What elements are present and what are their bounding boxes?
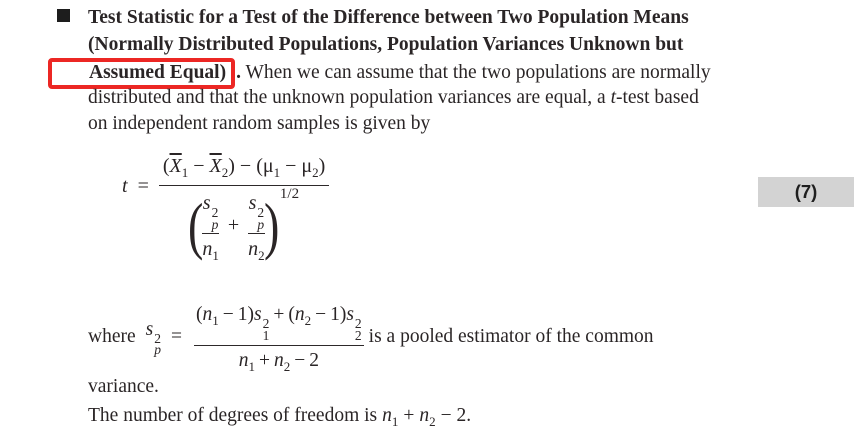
math-token: 2	[258, 248, 265, 263]
degrees-of-freedom-line	[88, 405, 471, 427]
minus-sign: −	[193, 155, 205, 177]
math-token: 2	[154, 330, 161, 346]
inner-numerator	[249, 190, 265, 233]
body-text: is a pooled estimator of the common	[368, 326, 654, 347]
minus-sign: −	[285, 155, 297, 177]
body-text: When we can assume that the two populations are normally	[240, 62, 711, 83]
sup-sub-stack	[355, 318, 362, 341]
sup-sub-stack	[263, 318, 270, 341]
var-n2: n	[248, 238, 259, 260]
body-text: -test based	[615, 86, 699, 108]
var-n1: n	[202, 304, 213, 325]
math-token: 2	[354, 327, 362, 343]
math-token: 1	[262, 327, 270, 343]
inner-fraction-2	[248, 190, 265, 261]
heading-line-2: (Normally Distributed Populations, Population Variances Unknown but	[88, 33, 684, 55]
math-token: p	[154, 342, 161, 357]
body-line-5: on independent random samples is given by	[88, 113, 431, 134]
definition-heading	[88, 5, 711, 138]
math-token: (	[195, 304, 203, 325]
math-token: p	[257, 216, 265, 232]
math-token: 2	[304, 312, 312, 328]
math-token: 2	[211, 205, 219, 220]
var-s-pooled-squared	[146, 319, 161, 356]
body-text: − 2.	[440, 405, 472, 426]
fraction-numerator	[194, 301, 364, 345]
equals-sign: =	[170, 326, 182, 347]
heading-line-3	[88, 58, 711, 85]
math-token: 2	[221, 165, 229, 180]
math-token: )	[247, 304, 254, 325]
body-text: The number of degrees of freedom is	[88, 405, 378, 426]
var-n1: n	[202, 238, 213, 260]
var-t: t	[610, 86, 616, 108]
plus-sign: +	[403, 405, 415, 426]
math-token: p	[211, 216, 219, 232]
heading-line-1: Test Statistic for a Test of the Difference between Two Population Means	[88, 7, 689, 28]
sup-sub-stack	[154, 330, 161, 357]
equation-number: (7)	[794, 181, 818, 202]
math-token: s	[145, 318, 154, 340]
var-mu1: μ	[262, 155, 274, 177]
square-bullet-icon	[57, 9, 70, 22]
fraction-numerator	[159, 153, 329, 185]
math-token: 1	[248, 358, 255, 374]
var-mu2: μ	[301, 155, 313, 177]
big-paren-open: (	[187, 189, 204, 261]
pooled-variance-fraction	[194, 301, 364, 373]
var-n2: n	[419, 405, 430, 426]
minus-sign: −	[294, 350, 306, 371]
big-paren-close: )	[263, 189, 279, 261]
highlighted-text: Assumed Equal)	[89, 62, 227, 83]
var-t: t	[122, 175, 128, 197]
minus-sign: −	[315, 304, 327, 325]
var-s-pooled: s	[202, 192, 211, 214]
body-line-4	[88, 85, 711, 112]
sup-sub-stack	[212, 207, 219, 230]
equation-7	[122, 153, 329, 261]
inner-fraction-1	[202, 190, 219, 261]
inner-denominator	[248, 234, 265, 261]
minus-sign: −	[222, 304, 234, 325]
math-token: 2	[257, 205, 265, 220]
exponent-one-half: 1/2	[279, 186, 300, 202]
equals-sign: =	[137, 175, 149, 197]
fraction-denominator	[189, 186, 299, 261]
math-token: 1	[237, 304, 248, 325]
math-token: 2	[309, 350, 319, 371]
pooled-variance-definition	[88, 301, 654, 373]
math-token: 2	[312, 165, 319, 180]
math-token: 2	[354, 316, 362, 331]
var-n2: n	[273, 350, 284, 371]
inner-numerator	[203, 190, 219, 233]
var-s1: s	[253, 304, 262, 325]
var-n1: n	[382, 405, 392, 426]
math-token: )	[318, 155, 326, 177]
math-token: (	[256, 155, 263, 177]
var-xbar1: $\overline{X}$	[169, 155, 182, 177]
body-text: distributed and that the unknown population variances are equal, a	[88, 86, 611, 108]
math-token: 2	[283, 358, 291, 374]
var-xbar2: $\overline{X}$	[209, 155, 222, 177]
math-token: 2	[429, 413, 436, 429]
plus-sign: +	[227, 214, 240, 236]
var-n1: n	[238, 350, 249, 371]
plus-sign: +	[273, 304, 285, 325]
main-fraction	[159, 153, 329, 261]
body-line-variance: variance.	[88, 376, 159, 397]
var-s2: s	[346, 304, 354, 325]
math-token: 1	[273, 165, 281, 180]
math-token: 1	[212, 248, 219, 263]
math-token: 1	[391, 413, 399, 429]
math-token: 2	[262, 316, 270, 331]
fraction-denominator	[239, 346, 319, 373]
math-token: (	[162, 155, 170, 177]
minus-sign: −	[239, 155, 252, 177]
math-token: )	[339, 304, 347, 325]
math-token: 1	[330, 304, 340, 325]
math-token: 1	[181, 165, 189, 180]
var-n2: n	[294, 304, 305, 325]
body-text: where	[88, 326, 136, 347]
plus-sign: +	[258, 350, 270, 371]
math-token: )	[228, 155, 235, 177]
heading-period: .	[236, 62, 241, 83]
equation-number-badge	[758, 177, 854, 207]
math-token: (	[288, 304, 295, 325]
var-s-pooled: s	[248, 192, 257, 214]
inner-denominator	[202, 234, 219, 261]
math-token: 1	[212, 312, 219, 328]
